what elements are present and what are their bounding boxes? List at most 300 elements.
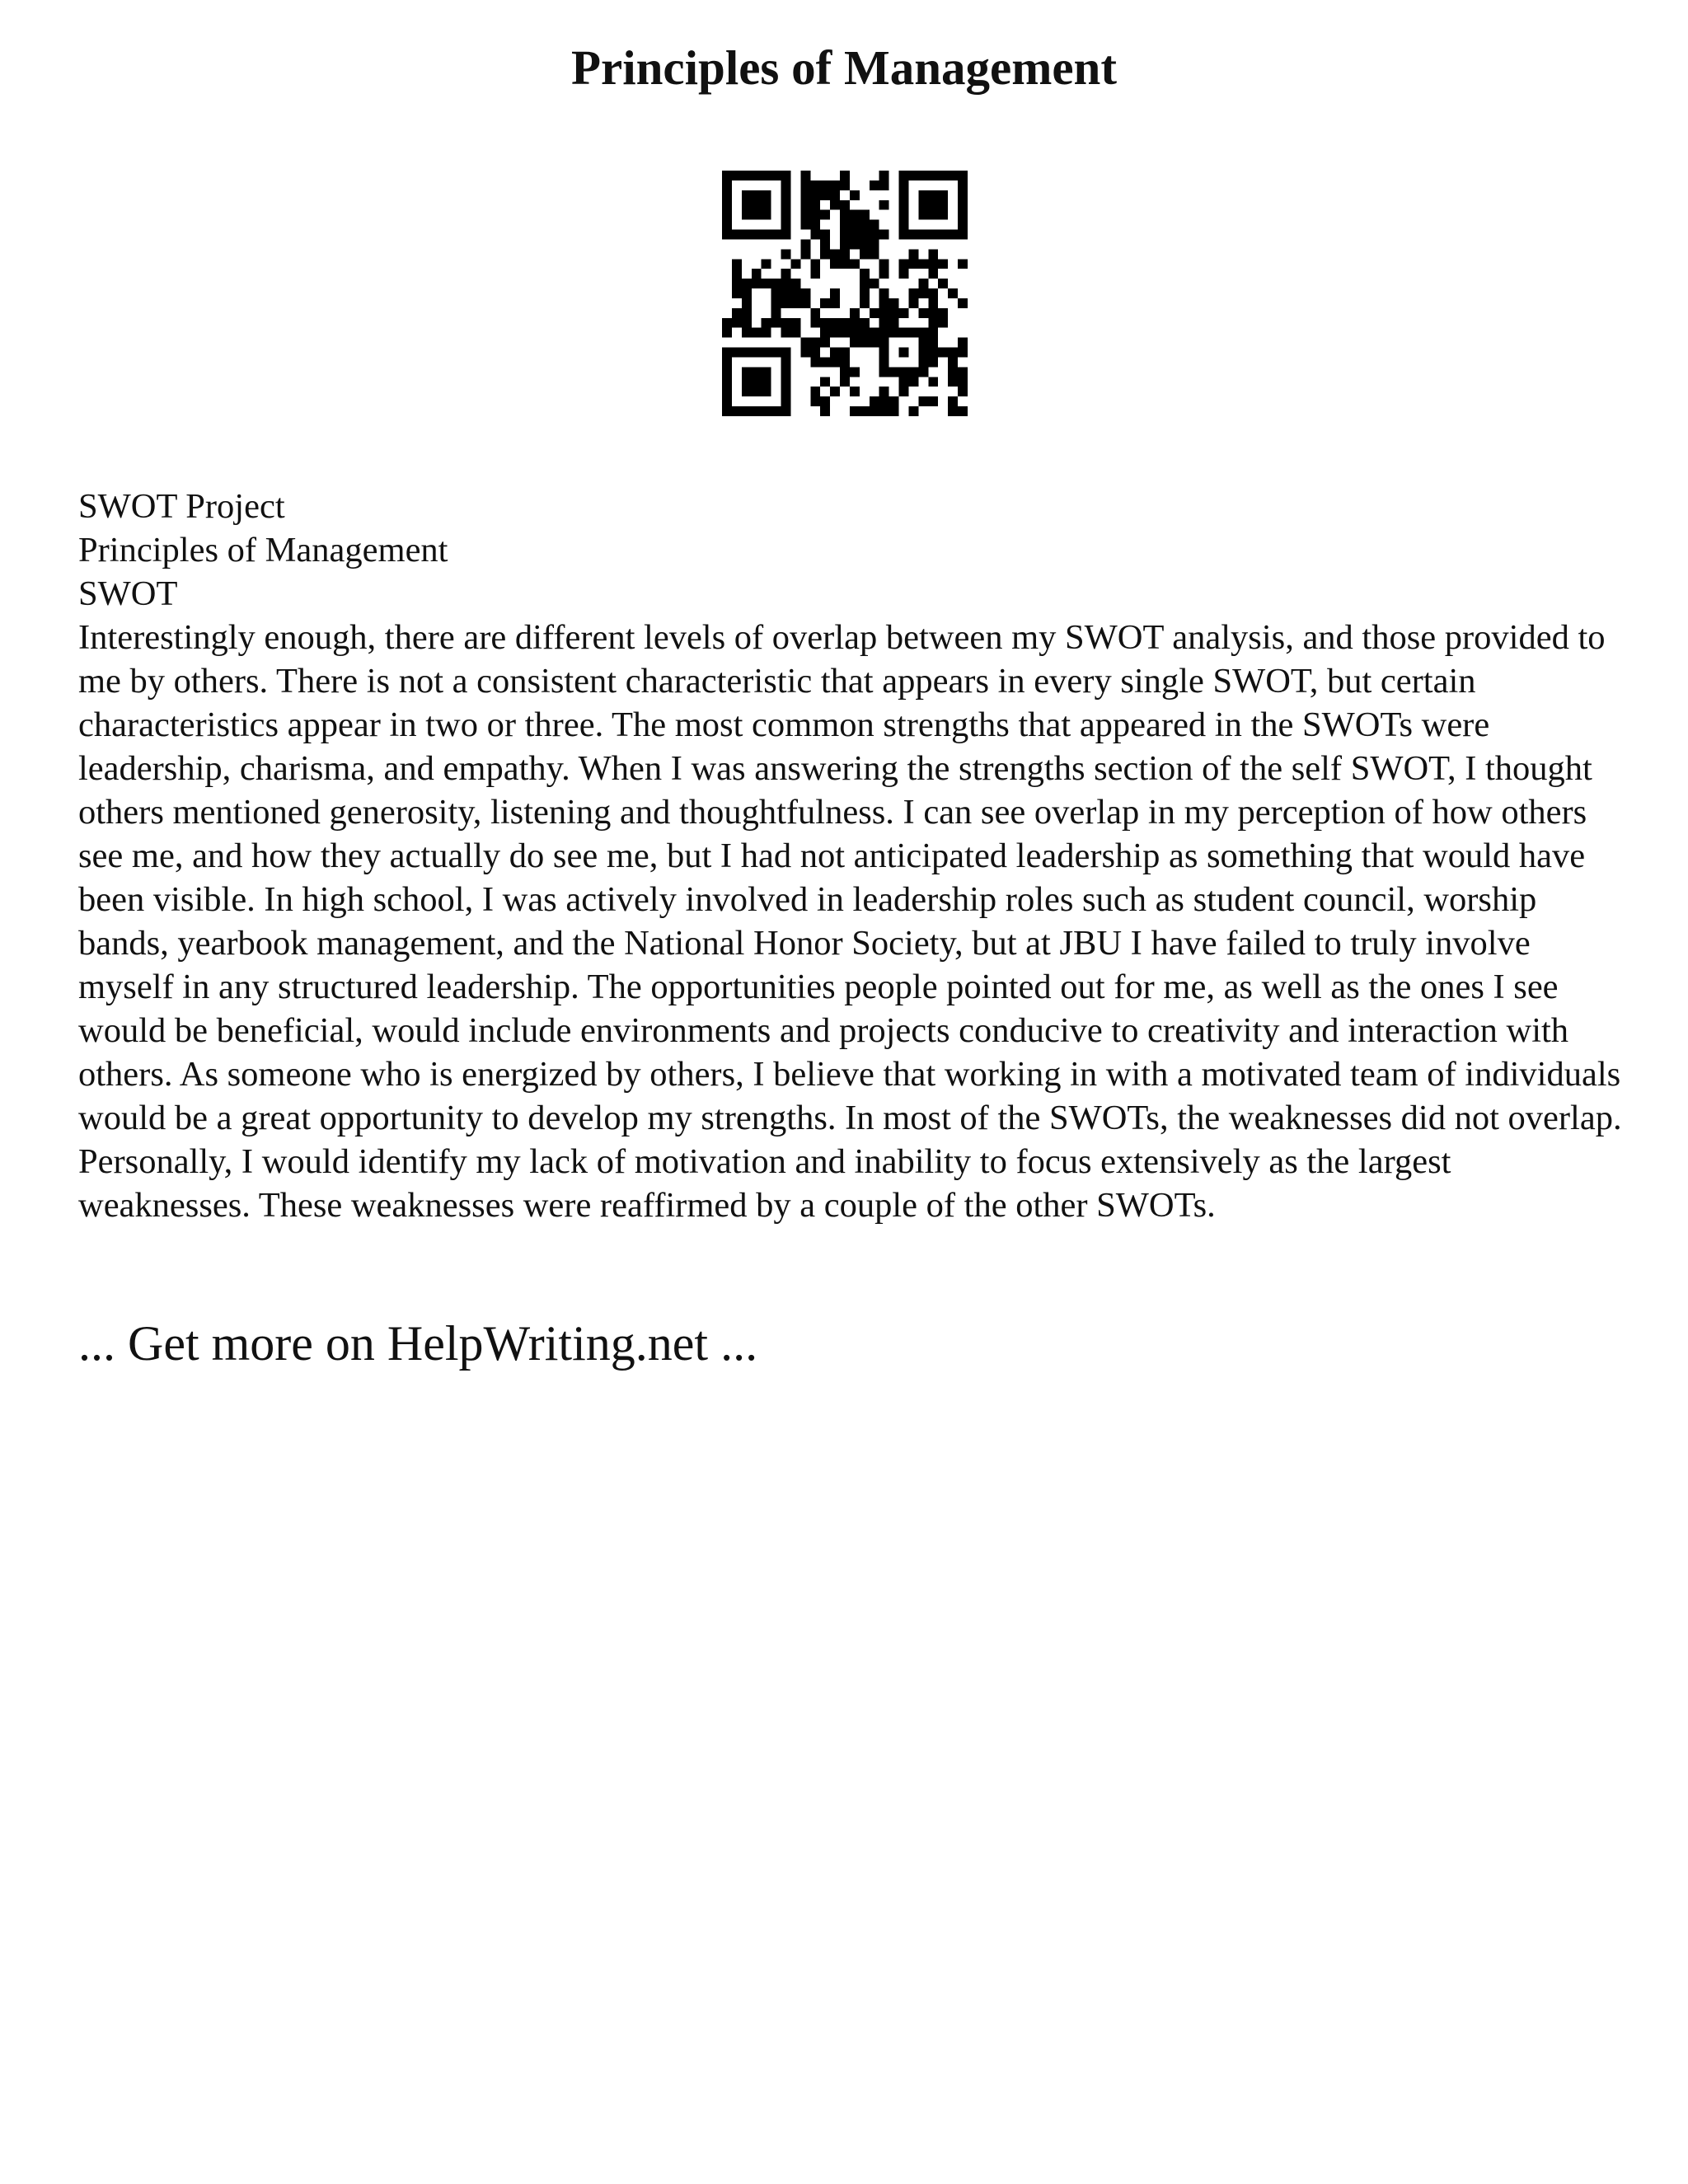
qr-module	[771, 308, 781, 318]
qr-module	[722, 190, 732, 200]
qr-module	[938, 308, 948, 318]
qr-module	[908, 298, 918, 308]
qr-module	[899, 328, 909, 338]
qr-module	[742, 367, 752, 377]
qr-module	[771, 298, 781, 308]
qr-module	[870, 406, 879, 416]
qr-module	[850, 230, 860, 240]
qr-module	[899, 180, 909, 190]
qr-module	[820, 357, 830, 367]
qr-module	[800, 190, 810, 200]
qr-module	[870, 239, 879, 249]
heading-line-swot: SWOT	[78, 574, 178, 613]
qr-module	[948, 348, 958, 358]
qr-module	[722, 348, 732, 358]
qr-module	[928, 328, 938, 338]
qr-module	[928, 308, 938, 318]
qr-module	[742, 298, 752, 308]
qr-module	[732, 318, 742, 328]
qr-module	[762, 171, 771, 180]
qr-module	[860, 269, 870, 279]
qr-module	[742, 348, 752, 358]
qr-module	[781, 180, 791, 190]
qr-module	[918, 348, 928, 358]
qr-module	[928, 210, 938, 220]
qr-module	[918, 259, 928, 269]
qr-module	[928, 338, 938, 348]
qr-module	[840, 328, 850, 338]
qr-module	[810, 259, 820, 269]
qr-module	[908, 288, 918, 298]
qr-module	[722, 171, 732, 180]
qr-module	[918, 357, 928, 367]
qr-module	[752, 387, 762, 396]
body-paragraph: Interestingly enough, there are different levels of overlap between my SWOT analysis, and those provided to me by others. There is not a consistent characteristic that appears in every single SWOT, but certain characteristics appear in two or three. The most common strengths that appeared in the SWOTs were leadership, charisma, and empathy. When I was answering the strengths section of the self SWOT, I thought others mentioned generosity, listening and thoughtfulness. I can see overlap in my perception of how others see me, and how they actually do see me, but I had not anticipated leadership as something that would have been visible. In high school, I was actively involved in leadership roles such as student council, worship bands, yearbook management, and the National Honor Society, but at JBU I have failed to truly involve myself in any structured leadership. The opportunities people pointed out for me, as well as the ones I see would be beneficial, would include environments and projects conducive to creativity and interaction with others. As someone who is energized by others, I believe that working in with a motivated team of individuals would be a great opportunity to develop my strengths. In most of the SWOTs, the weaknesses did not overlap. Personally, I would identify my lack of motivation and inability to focus extensively as the largest weaknesses. These weaknesses were reaffirmed by a couple of the other SWOTs.	[78, 618, 1622, 1225]
qr-module	[879, 328, 889, 338]
qr-module	[899, 269, 909, 279]
qr-module	[742, 190, 752, 200]
qr-module	[870, 249, 879, 259]
qr-module	[908, 328, 918, 338]
qr-module	[840, 239, 850, 249]
qr-module	[810, 338, 820, 348]
qr-module	[879, 357, 889, 367]
qr-module	[840, 171, 850, 180]
qr-module	[781, 328, 791, 338]
qr-module	[928, 200, 938, 210]
qr-module	[781, 190, 791, 200]
qr-module	[790, 259, 800, 269]
qr-module	[840, 357, 850, 367]
qr-module	[879, 171, 889, 180]
qr-module	[762, 259, 771, 269]
document-body	[78, 485, 1628, 1227]
qr-module	[958, 348, 968, 358]
qr-module	[908, 249, 918, 259]
qr-module	[742, 230, 752, 240]
qr-module	[800, 249, 810, 259]
qr-module	[781, 269, 791, 279]
qr-module	[771, 171, 781, 180]
qr-module	[762, 190, 771, 200]
qr-module	[781, 220, 791, 230]
qr-module	[870, 308, 879, 318]
qr-module	[958, 220, 968, 230]
qr-module	[918, 171, 928, 180]
qr-module	[879, 180, 889, 190]
qr-module	[918, 338, 928, 348]
qr-module	[820, 318, 830, 328]
qr-module	[810, 357, 820, 367]
qr-module	[918, 210, 928, 220]
qr-module	[918, 279, 928, 288]
qr-module	[742, 377, 752, 387]
qr-module	[928, 357, 938, 367]
qr-module	[918, 230, 928, 240]
qr-module	[948, 396, 958, 406]
qr-module	[732, 308, 742, 318]
qr-module	[771, 230, 781, 240]
qr-module	[790, 288, 800, 298]
qr-module	[899, 259, 909, 269]
qr-module	[850, 318, 860, 328]
qr-module	[722, 328, 732, 338]
qr-module	[918, 367, 928, 377]
qr-module	[820, 328, 830, 338]
qr-module	[938, 259, 948, 269]
qr-module	[889, 406, 899, 416]
qr-module	[928, 259, 938, 269]
qr-module	[928, 298, 938, 308]
qr-module	[742, 200, 752, 210]
qr-module	[762, 348, 771, 358]
qr-module	[958, 190, 968, 200]
qr-module	[860, 406, 870, 416]
qr-code-icon	[722, 171, 968, 416]
qr-module	[928, 318, 938, 328]
qr-module	[752, 190, 762, 200]
qr-module	[762, 200, 771, 210]
qr-module	[889, 308, 899, 318]
qr-module	[820, 396, 830, 406]
qr-module	[879, 308, 889, 318]
qr-module	[918, 308, 928, 318]
qr-module	[800, 348, 810, 358]
qr-module	[958, 377, 968, 387]
qr-module	[800, 171, 810, 180]
qr-module	[810, 180, 820, 190]
qr-module	[958, 259, 968, 269]
qr-module	[889, 367, 899, 377]
qr-module	[820, 377, 830, 387]
qr-module	[790, 318, 800, 328]
qr-module	[820, 249, 830, 259]
qr-module	[899, 387, 909, 396]
qr-module	[948, 230, 958, 240]
qr-module	[850, 338, 860, 348]
qr-module	[899, 190, 909, 200]
qr-module	[820, 210, 830, 220]
qr-module	[958, 367, 968, 377]
qr-module	[918, 288, 928, 298]
qr-module	[732, 279, 742, 288]
qr-module	[850, 239, 860, 249]
qr-module	[850, 210, 860, 220]
qr-module	[958, 298, 968, 308]
qr-module	[958, 171, 968, 180]
qr-module	[928, 377, 938, 387]
qr-module	[810, 190, 820, 200]
qr-module	[860, 288, 870, 298]
qr-module	[928, 190, 938, 200]
qr-module	[860, 220, 870, 230]
qr-module	[810, 396, 820, 406]
qr-module	[860, 338, 870, 348]
qr-module	[810, 318, 820, 328]
qr-module	[742, 406, 752, 416]
qr-module	[860, 279, 870, 288]
qr-module	[820, 230, 830, 240]
qr-module	[958, 230, 968, 240]
qr-module	[948, 171, 958, 180]
qr-module	[879, 318, 889, 328]
qr-module	[870, 180, 879, 190]
qr-module	[899, 220, 909, 230]
qr-module	[732, 259, 742, 269]
qr-module	[781, 279, 791, 288]
qr-module	[830, 259, 840, 269]
qr-module	[928, 171, 938, 180]
qr-module	[742, 387, 752, 396]
qr-module	[938, 230, 948, 240]
qr-module	[918, 200, 928, 210]
qr-module	[889, 298, 899, 308]
qr-module	[938, 348, 948, 358]
qr-module	[732, 269, 742, 279]
qr-module	[850, 220, 860, 230]
qr-module	[840, 220, 850, 230]
qr-module	[722, 210, 732, 220]
qr-module	[889, 328, 899, 338]
qr-module	[860, 230, 870, 240]
qr-module	[840, 210, 850, 220]
qr-module	[879, 348, 889, 358]
qr-module	[830, 348, 840, 358]
qr-module	[830, 190, 840, 200]
qr-module	[752, 377, 762, 387]
qr-module	[820, 406, 830, 416]
qr-module	[908, 230, 918, 240]
qr-module	[820, 338, 830, 348]
qr-module	[850, 308, 860, 318]
qr-module	[830, 357, 840, 367]
qr-module	[781, 200, 791, 210]
qr-module	[958, 200, 968, 210]
qr-module	[752, 406, 762, 416]
qr-module	[762, 230, 771, 240]
qr-module	[938, 171, 948, 180]
qr-module	[958, 338, 968, 348]
qr-module	[860, 318, 870, 328]
qr-module	[908, 406, 918, 416]
qr-module	[840, 200, 850, 210]
qr-module	[790, 279, 800, 288]
qr-module	[870, 396, 879, 406]
qr-module	[800, 200, 810, 210]
qr-module	[889, 318, 899, 328]
qr-module	[800, 298, 810, 308]
qr-module	[762, 210, 771, 220]
qr-module	[948, 367, 958, 377]
qr-module	[742, 279, 752, 288]
qr-module	[781, 357, 791, 367]
qr-module	[840, 367, 850, 377]
qr-module	[899, 230, 909, 240]
qr-module	[840, 249, 850, 259]
qr-module	[762, 406, 771, 416]
qr-module	[820, 190, 830, 200]
qr-module	[918, 396, 928, 406]
qr-module	[879, 200, 889, 210]
qr-module	[810, 269, 820, 279]
qr-module	[742, 171, 752, 180]
qr-module	[948, 288, 958, 298]
qr-module	[879, 269, 889, 279]
qr-module	[840, 180, 850, 190]
qr-module	[752, 367, 762, 377]
qr-module	[918, 190, 928, 200]
qr-module	[722, 357, 732, 367]
qr-module	[870, 338, 879, 348]
qr-module	[830, 298, 840, 308]
qr-module	[938, 200, 948, 210]
qr-module	[850, 406, 860, 416]
qr-module	[879, 406, 889, 416]
qr-module	[742, 328, 752, 338]
qr-module	[732, 288, 742, 298]
qr-module	[781, 318, 791, 328]
qr-module	[732, 230, 742, 240]
qr-module	[908, 259, 918, 269]
qr-module	[879, 298, 889, 308]
qr-module	[790, 298, 800, 308]
qr-module	[742, 288, 752, 298]
qr-module	[781, 210, 791, 220]
qr-module	[762, 318, 771, 328]
qr-module	[879, 338, 889, 348]
qr-module	[781, 387, 791, 396]
qr-module	[810, 220, 820, 230]
qr-module	[899, 348, 909, 358]
qr-module	[732, 406, 742, 416]
qr-module	[722, 200, 732, 210]
qr-module	[752, 210, 762, 220]
qr-module	[840, 259, 850, 269]
qr-module	[870, 328, 879, 338]
qr-module	[879, 288, 889, 298]
qr-module	[899, 308, 909, 318]
qr-module	[899, 367, 909, 377]
qr-module	[840, 377, 850, 387]
document-title: Principles of Management	[571, 40, 1117, 95]
qr-module	[742, 210, 752, 220]
qr-module	[771, 406, 781, 416]
qr-module	[771, 348, 781, 358]
qr-module	[948, 377, 958, 387]
qr-module	[762, 387, 771, 396]
qr-module	[752, 348, 762, 358]
qr-module	[781, 288, 791, 298]
qr-module	[810, 230, 820, 240]
qr-module	[781, 171, 791, 180]
qr-module	[918, 328, 928, 338]
qr-module	[790, 328, 800, 338]
qr-module	[850, 367, 860, 377]
qr-module	[899, 171, 909, 180]
qr-module	[860, 328, 870, 338]
qr-module	[908, 171, 918, 180]
qr-module	[722, 387, 732, 396]
qr-module	[928, 230, 938, 240]
qr-module	[889, 396, 899, 406]
qr-module	[908, 367, 918, 377]
qr-module	[958, 210, 968, 220]
qr-module	[840, 230, 850, 240]
qr-module	[752, 279, 762, 288]
qr-module	[732, 348, 742, 358]
qr-module	[840, 318, 850, 328]
qr-module	[850, 387, 860, 396]
qr-module	[860, 210, 870, 220]
qr-module	[722, 367, 732, 377]
qr-module	[870, 230, 879, 240]
qr-module	[722, 406, 732, 416]
qr-module	[870, 220, 879, 230]
qr-module	[732, 171, 742, 180]
get-more-link[interactable]: ... Get more on HelpWriting.net ...	[78, 1316, 758, 1371]
qr-module	[850, 328, 860, 338]
qr-module	[908, 377, 918, 387]
qr-module	[928, 396, 938, 406]
qr-module	[752, 269, 762, 279]
qr-module	[899, 200, 909, 210]
qr-module	[781, 396, 791, 406]
qr-module	[820, 298, 830, 308]
qr-module	[722, 180, 732, 190]
qr-module	[722, 377, 732, 387]
qr-module	[800, 210, 810, 220]
heading-line-project: SWOT Project	[78, 487, 285, 526]
qr-module	[722, 318, 732, 328]
qr-module	[879, 259, 889, 269]
qr-module	[781, 367, 791, 377]
qr-module	[830, 288, 840, 298]
qr-module	[879, 396, 889, 406]
qr-module	[948, 406, 958, 416]
qr-module	[771, 318, 781, 328]
qr-module	[771, 279, 781, 288]
qr-module	[928, 249, 938, 259]
qr-module	[958, 387, 968, 396]
qr-module	[899, 210, 909, 220]
qr-module	[850, 259, 860, 269]
qr-module	[938, 190, 948, 200]
qr-module	[810, 200, 820, 210]
qr-module	[781, 249, 791, 259]
qr-module	[938, 210, 948, 220]
qr-module	[810, 210, 820, 220]
qr-module	[860, 239, 870, 249]
qr-module	[781, 348, 791, 358]
heading-line-course: Principles of Management	[78, 531, 448, 569]
qr-module	[860, 298, 870, 308]
qr-module	[752, 200, 762, 210]
qr-module	[830, 328, 840, 338]
qr-module	[800, 180, 810, 190]
qr-module	[830, 249, 840, 259]
qr-module	[771, 288, 781, 298]
qr-module	[830, 387, 840, 396]
qr-module	[781, 406, 791, 416]
qr-module	[800, 220, 810, 230]
qr-module	[879, 230, 889, 240]
qr-module	[948, 357, 958, 367]
qr-module	[938, 318, 948, 328]
qr-module	[820, 239, 830, 249]
qr-module	[752, 230, 762, 240]
qr-module	[899, 377, 909, 387]
qr-module	[840, 348, 850, 358]
